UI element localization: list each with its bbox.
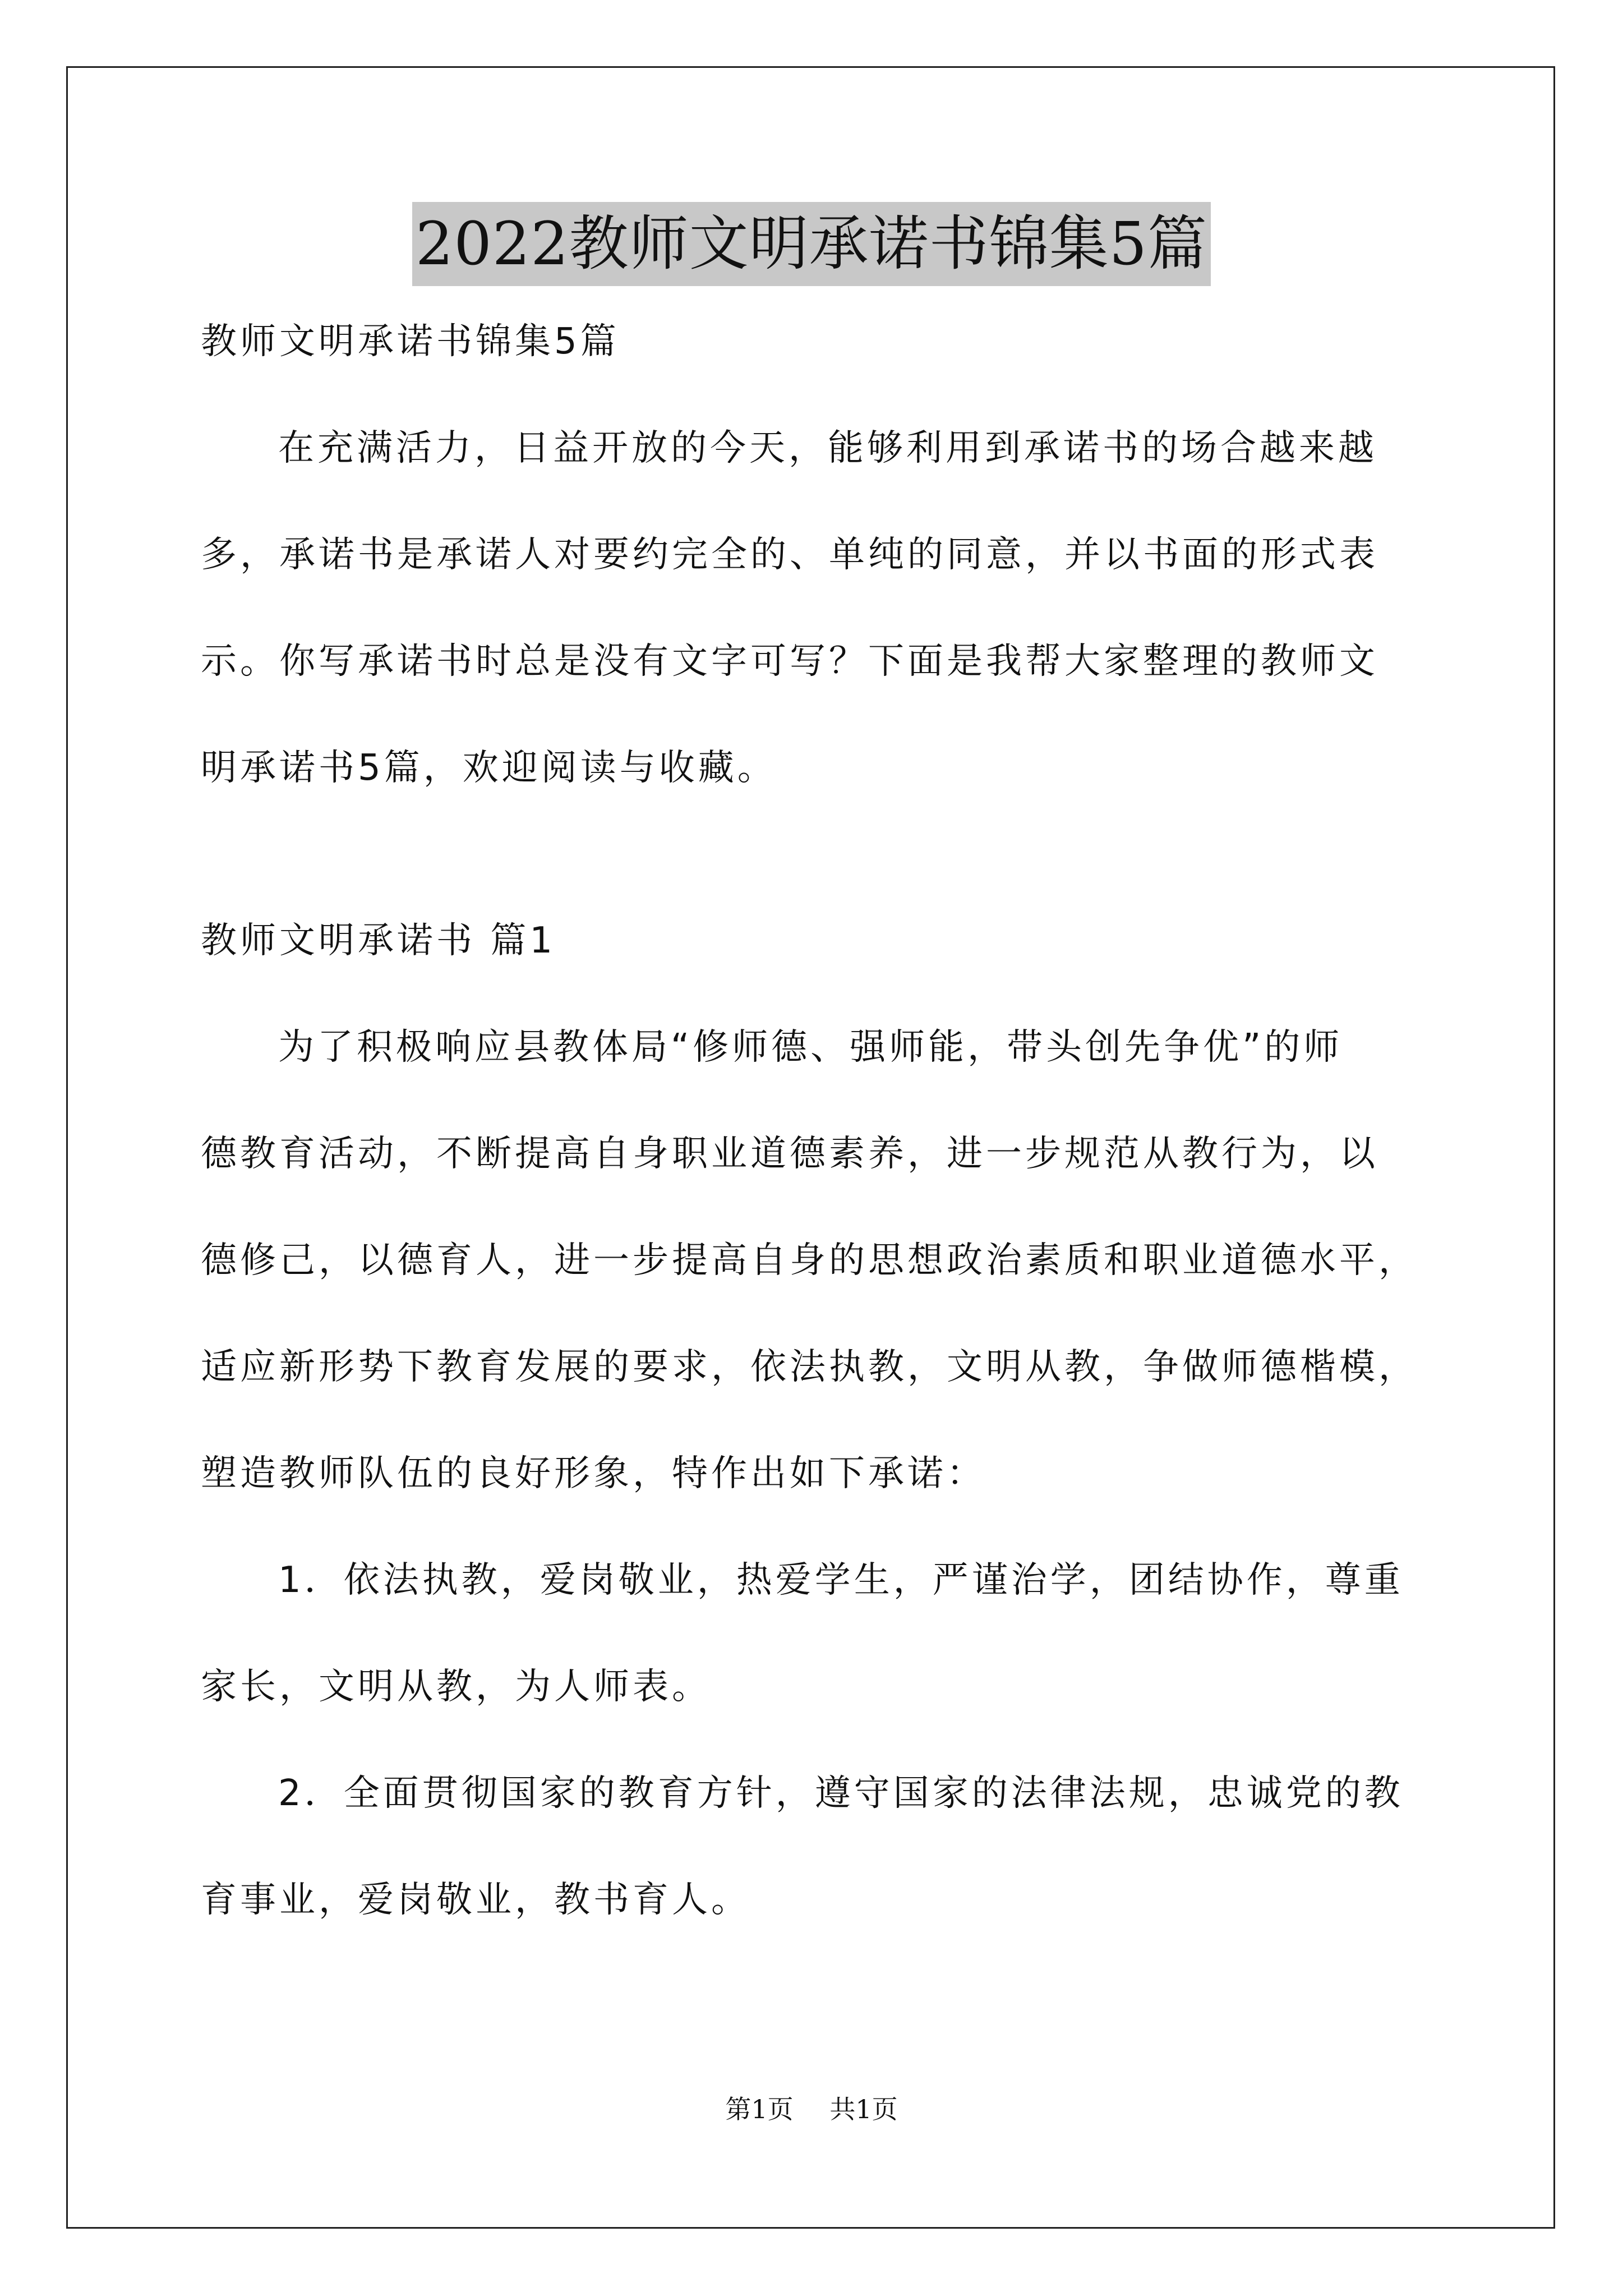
paragraph-line: 德修己，以德育人，进一步提高自身的思想政治素质和职业道德水平， xyxy=(201,1240,1418,1281)
page-total: 共1页 xyxy=(829,2094,898,2124)
paragraph-line: 塑造教师队伍的良好形象，特作出如下承诺： xyxy=(201,1453,986,1494)
page-footer xyxy=(0,2092,1623,2126)
paragraph-line: 示。你写承诺书时总是没有文字可写？下面是我帮大家整理的教师文 xyxy=(201,641,1378,682)
document-body xyxy=(201,314,1435,1979)
document-title: 2022教师文明承诺书锦集5篇 xyxy=(412,202,1211,286)
section-heading: 教师文明承诺书 篇1 xyxy=(201,920,556,961)
list-item-line: 1．依法执教，爱岗敬业，热爱学生，严谨治学，团结协作，尊重 xyxy=(278,1559,1404,1601)
paragraph-line: 明承诺书5篇，欢迎阅读与收藏。 xyxy=(201,747,777,789)
list-item-line: 2．全面贯彻国家的教育方针，遵守国家的法律法规，忠诚党的教 xyxy=(278,1773,1404,1814)
page-number: 第1页 xyxy=(725,2094,794,2124)
paragraph-line: 德教育活动，不断提高自身职业道德素养，进一步规范从教行为，以 xyxy=(201,1133,1378,1175)
paragraph-line: 多，承诺书是承诺人对要约完全的、单纯的同意，并以书面的形式表 xyxy=(201,534,1378,576)
paragraph-line: 在充满活力，日益开放的今天，能够利用到承诺书的场合越来越 xyxy=(278,427,1377,469)
paragraph-line: 适应新形势下教育发展的要求，依法执教，文明从教，争做师德楷模， xyxy=(201,1346,1418,1388)
paragraph-line: 为了积极响应县教体局“修师德、强师能，带头创先争优”的师 xyxy=(278,1027,1343,1068)
list-item-line: 家长，文明从教，为人师表。 xyxy=(201,1666,711,1708)
title-container xyxy=(0,202,1623,286)
subtitle-line: 教师文明承诺书锦集5篇 xyxy=(201,321,620,362)
list-item-line: 育事业，爱岗敬业，教书育人。 xyxy=(201,1879,750,1921)
